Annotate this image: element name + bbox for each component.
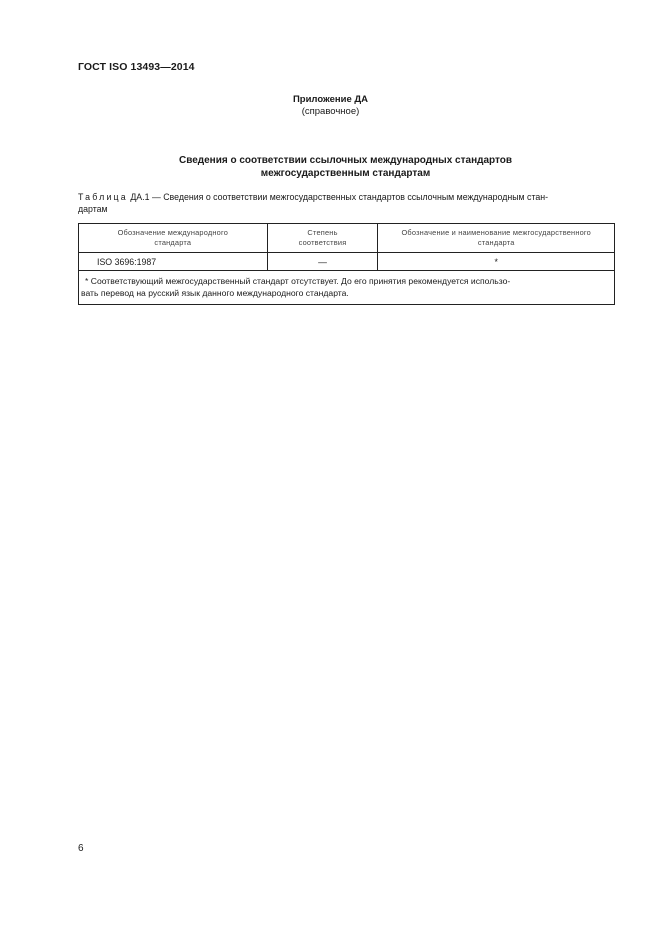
- footnote-row: [79, 271, 615, 305]
- section-title-line1: Сведения о соответствии ссылочных международных стандартов: [178, 155, 513, 166]
- header-international-standard: [79, 224, 268, 253]
- footnote-line2: вать перевод на русский язык данного международного стандарта.: [81, 288, 349, 298]
- header-interstate-standard: [378, 224, 615, 253]
- table-row: [79, 253, 615, 271]
- table-header-row: [79, 224, 615, 253]
- header-degree: [267, 224, 378, 253]
- table-caption-text: ДА.1 — Сведения о соответствии межгосударственных стандартов ссылочным международным стан-: [127, 192, 549, 202]
- standards-table: [78, 223, 615, 305]
- section-title: [0, 154, 661, 180]
- table-caption: [78, 191, 618, 215]
- appendix-title: Приложение ДА: [292, 94, 369, 105]
- header-col1-line2: стандарта: [154, 238, 192, 247]
- header-col3-line2: стандарта: [477, 238, 515, 247]
- header-col2-line1: Степень: [307, 228, 338, 237]
- cell-interstate-standard: *: [378, 253, 615, 271]
- cell-international-standard: ISO 3696:1987: [79, 253, 268, 271]
- table-caption-text-line2: дартам: [78, 204, 108, 214]
- cell-degree: —: [267, 253, 378, 271]
- page-number: 6: [78, 843, 84, 854]
- header-col2-line2: соответствия: [298, 238, 347, 247]
- table-footnote: [79, 271, 615, 305]
- footnote-line1: * Соответствующий межгосударственный стандарт отсутствует. До его принятия рекомендуется использо-: [85, 276, 511, 286]
- appendix-heading: [0, 94, 661, 118]
- section-title-line2: межгосударственным стандартам: [260, 168, 431, 179]
- document-header: ГОСТ ISO 13493—2014: [78, 61, 195, 73]
- header-col1-line1: Обозначение международного: [117, 228, 229, 237]
- header-col3-line1: Обозначение и наименование межгосударственного: [401, 228, 591, 237]
- table-caption-label: Таблица: [78, 192, 128, 202]
- appendix-subtitle: (справочное): [301, 106, 360, 117]
